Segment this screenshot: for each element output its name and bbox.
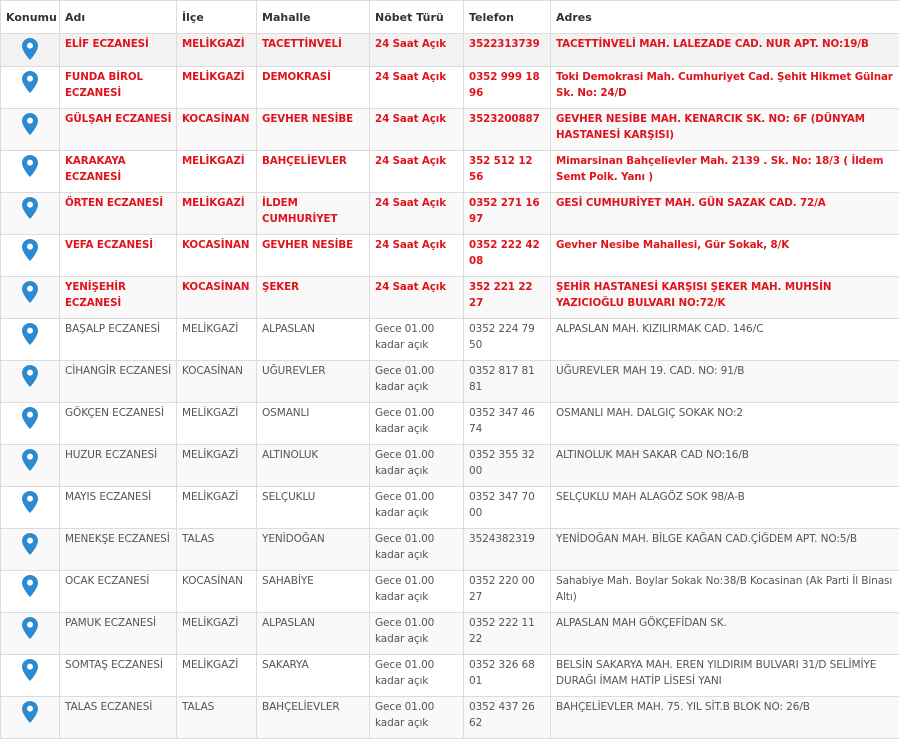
- name-cell: ELİF ECZANESİ: [60, 34, 177, 67]
- header-address: Adres: [551, 1, 899, 34]
- table-row: [1, 655, 899, 697]
- district-cell: MELİKGAZİ: [177, 151, 257, 193]
- map-pin-icon[interactable]: [21, 616, 39, 640]
- map-pin-icon[interactable]: [21, 196, 39, 220]
- location-cell: [1, 34, 60, 67]
- name-cell: BAŞALP ECZANESİ: [60, 319, 177, 361]
- address-cell: ALPASLAN MAH. KIZILIRMAK CAD. 146/C: [551, 319, 899, 361]
- district-cell: MELİKGAZİ: [177, 193, 257, 235]
- location-cell: [1, 319, 60, 361]
- duty-type-cell: Gece 01.00 kadar açık: [370, 487, 464, 529]
- address-cell: Sahabiye Mah. Boylar Sokak No:38/B Kocasinan (Ak Parti İl Binası Altı): [551, 571, 899, 613]
- phone-cell: 352 221 22 27: [464, 277, 551, 319]
- map-pin-icon[interactable]: [21, 448, 39, 472]
- duty-type-cell: Gece 01.00 kadar açık: [370, 361, 464, 403]
- duty-type-cell: Gece 01.00 kadar açık: [370, 403, 464, 445]
- district-cell: KOCASİNAN: [177, 235, 257, 277]
- duty-type-cell: Gece 01.00 kadar açık: [370, 697, 464, 739]
- address-cell: SELÇUKLU MAH ALAGÖZ SOK 98/A-B: [551, 487, 899, 529]
- table-row: [1, 193, 899, 235]
- phone-cell: 0352 222 11 22: [464, 613, 551, 655]
- header-phone: Telefon: [464, 1, 551, 34]
- location-cell: [1, 403, 60, 445]
- header-duty-type: Nöbet Türü: [370, 1, 464, 34]
- phone-cell: 0352 224 79 50: [464, 319, 551, 361]
- phone-cell: 3522313739: [464, 34, 551, 67]
- map-pin-icon[interactable]: [21, 700, 39, 724]
- name-cell: SOMTAŞ ECZANESİ: [60, 655, 177, 697]
- address-cell: BAHÇELİEVLER MAH. 75. YIL SİT.B BLOK NO: 26/B: [551, 697, 899, 739]
- table-row: [1, 571, 899, 613]
- map-pin-icon[interactable]: [21, 574, 39, 598]
- neighborhood-cell: ALPASLAN: [257, 613, 370, 655]
- address-cell: Gevher Nesibe Mahallesi, Gür Sokak, 8/K: [551, 235, 899, 277]
- name-cell: OCAK ECZANESİ: [60, 571, 177, 613]
- neighborhood-cell: GEVHER NESİBE: [257, 109, 370, 151]
- phone-cell: 0352 220 00 27: [464, 571, 551, 613]
- name-cell: ÖRTEN ECZANESİ: [60, 193, 177, 235]
- map-pin-icon[interactable]: [21, 532, 39, 556]
- location-cell: [1, 445, 60, 487]
- location-cell: [1, 613, 60, 655]
- name-cell: FUNDA BİROL ECZANESİ: [60, 67, 177, 109]
- phone-cell: 0352 347 46 74: [464, 403, 551, 445]
- location-cell: [1, 109, 60, 151]
- duty-type-cell: Gece 01.00 kadar açık: [370, 613, 464, 655]
- map-pin-icon[interactable]: [21, 37, 39, 61]
- duty-type-cell: 24 Saat Açık: [370, 193, 464, 235]
- district-cell: MELİKGAZİ: [177, 34, 257, 67]
- address-cell: GESİ CUMHURİYET MAH. GÜN SAZAK CAD. 72/A: [551, 193, 899, 235]
- location-cell: [1, 193, 60, 235]
- map-pin-icon[interactable]: [21, 70, 39, 94]
- phone-cell: 0352 817 81 81: [464, 361, 551, 403]
- duty-type-cell: 24 Saat Açık: [370, 34, 464, 67]
- district-cell: TALAS: [177, 529, 257, 571]
- neighborhood-cell: UĞUREVLER: [257, 361, 370, 403]
- map-pin-icon[interactable]: [21, 658, 39, 682]
- neighborhood-cell: TACETTİNVELİ: [257, 34, 370, 67]
- neighborhood-cell: YENİDOĞAN: [257, 529, 370, 571]
- table-row: [1, 319, 899, 361]
- neighborhood-cell: DEMOKRASİ: [257, 67, 370, 109]
- name-cell: GÜLŞAH ECZANESİ: [60, 109, 177, 151]
- duty-type-cell: Gece 01.00 kadar açık: [370, 529, 464, 571]
- address-cell: UĞUREVLER MAH 19. CAD. NO: 91/B: [551, 361, 899, 403]
- name-cell: CİHANGİR ECZANESİ: [60, 361, 177, 403]
- table-row: [1, 67, 899, 109]
- location-cell: [1, 67, 60, 109]
- location-cell: [1, 151, 60, 193]
- table-row: [1, 445, 899, 487]
- name-cell: GÖKÇEN ECZANESİ: [60, 403, 177, 445]
- district-cell: KOCASİNAN: [177, 277, 257, 319]
- name-cell: YENİŞEHİR ECZANESİ: [60, 277, 177, 319]
- location-cell: [1, 277, 60, 319]
- duty-type-cell: 24 Saat Açık: [370, 109, 464, 151]
- neighborhood-cell: BAHÇELİEVLER: [257, 697, 370, 739]
- address-cell: Mimarsinan Bahçelievler Mah. 2139 . Sk. No: 18/3 ( İldem Semt Polk. Yanı ): [551, 151, 899, 193]
- location-cell: [1, 235, 60, 277]
- neighborhood-cell: İLDEM CUMHURİYET: [257, 193, 370, 235]
- phone-cell: 0352 355 32 00: [464, 445, 551, 487]
- map-pin-icon[interactable]: [21, 280, 39, 304]
- table-row: [1, 403, 899, 445]
- district-cell: MELİKGAZİ: [177, 319, 257, 361]
- header-name: Adı: [60, 1, 177, 34]
- neighborhood-cell: SELÇUKLU: [257, 487, 370, 529]
- name-cell: MAYIS ECZANESİ: [60, 487, 177, 529]
- neighborhood-cell: SAKARYA: [257, 655, 370, 697]
- district-cell: TALAS: [177, 697, 257, 739]
- district-cell: KOCASİNAN: [177, 571, 257, 613]
- location-cell: [1, 487, 60, 529]
- name-cell: KARAKAYA ECZANESİ: [60, 151, 177, 193]
- table-row: [1, 529, 899, 571]
- name-cell: TALAS ECZANESİ: [60, 697, 177, 739]
- location-cell: [1, 571, 60, 613]
- table-row: [1, 109, 899, 151]
- neighborhood-cell: SAHABİYE: [257, 571, 370, 613]
- location-cell: [1, 655, 60, 697]
- district-cell: MELİKGAZİ: [177, 613, 257, 655]
- table-row: [1, 697, 899, 739]
- table-row: [1, 487, 899, 529]
- district-cell: MELİKGAZİ: [177, 655, 257, 697]
- map-pin-icon[interactable]: [21, 322, 39, 346]
- district-cell: MELİKGAZİ: [177, 67, 257, 109]
- neighborhood-cell: ALPASLAN: [257, 319, 370, 361]
- address-cell: ŞEHİR HASTANESİ KARŞISI ŞEKER MAH. MUHSİN YAZICIOĞLU BULVARI NO:72/K: [551, 277, 899, 319]
- address-cell: Toki Demokrasi Mah. Cumhuriyet Cad. Şehit Hikmet Gülnar Sk. No: 24/D: [551, 67, 899, 109]
- duty-type-cell: Gece 01.00 kadar açık: [370, 655, 464, 697]
- table-row: [1, 361, 899, 403]
- district-cell: MELİKGAZİ: [177, 487, 257, 529]
- map-pin-icon[interactable]: [21, 238, 39, 262]
- district-cell: KOCASİNAN: [177, 361, 257, 403]
- header-location: Konumu: [1, 1, 60, 34]
- duty-type-cell: 24 Saat Açık: [370, 151, 464, 193]
- table-row: [1, 235, 899, 277]
- phone-cell: 352 512 12 56: [464, 151, 551, 193]
- duty-type-cell: 24 Saat Açık: [370, 277, 464, 319]
- table-row: [1, 34, 899, 67]
- name-cell: VEFA ECZANESİ: [60, 235, 177, 277]
- neighborhood-cell: ALTINOLUK: [257, 445, 370, 487]
- location-cell: [1, 697, 60, 739]
- duty-type-cell: Gece 01.00 kadar açık: [370, 445, 464, 487]
- address-cell: ALTINOLUK MAH SAKAR CAD NO:16/B: [551, 445, 899, 487]
- address-cell: YENİDOĞAN MAH. BİLGE KAĞAN CAD.ÇİĞDEM APT. NO:5/B: [551, 529, 899, 571]
- district-cell: MELİKGAZİ: [177, 445, 257, 487]
- district-cell: KOCASİNAN: [177, 109, 257, 151]
- location-cell: [1, 529, 60, 571]
- address-cell: GEVHER NESİBE MAH. KENARCIK SK. NO: 6F (DÜNYAM HASTANESİ KARŞISI): [551, 109, 899, 151]
- phone-cell: 3523200887: [464, 109, 551, 151]
- neighborhood-cell: ŞEKER: [257, 277, 370, 319]
- name-cell: MENEKŞE ECZANESİ: [60, 529, 177, 571]
- map-pin-icon[interactable]: [21, 154, 39, 178]
- phone-cell: 0352 999 18 96: [464, 67, 551, 109]
- address-cell: ALPASLAN MAH GÖKÇEFİDAN SK.: [551, 613, 899, 655]
- phone-cell: 0352 347 70 00: [464, 487, 551, 529]
- name-cell: PAMUK ECZANESİ: [60, 613, 177, 655]
- header-district: İlçe: [177, 1, 257, 34]
- duty-type-cell: Gece 01.00 kadar açık: [370, 319, 464, 361]
- duty-type-cell: Gece 01.00 kadar açık: [370, 571, 464, 613]
- table-row: [1, 277, 899, 319]
- address-cell: BELSİN SAKARYA MAH. EREN YILDIRIM BULVARI 31/D SELİMİYE DURAĞI İMAM HATİP LİSESİ YANI: [551, 655, 899, 697]
- district-cell: MELİKGAZİ: [177, 403, 257, 445]
- phone-cell: 3524382319: [464, 529, 551, 571]
- map-pin-icon[interactable]: [21, 406, 39, 430]
- table-row: [1, 151, 899, 193]
- location-cell: [1, 361, 60, 403]
- phone-cell: 0352 222 42 08: [464, 235, 551, 277]
- address-cell: OSMANLI MAH. DALGIÇ SOKAK NO:2: [551, 403, 899, 445]
- neighborhood-cell: BAHÇELİEVLER: [257, 151, 370, 193]
- map-pin-icon[interactable]: [21, 490, 39, 514]
- map-pin-icon[interactable]: [21, 364, 39, 388]
- header-neighborhood: Mahalle: [257, 1, 370, 34]
- duty-type-cell: 24 Saat Açık: [370, 235, 464, 277]
- map-pin-icon[interactable]: [21, 112, 39, 136]
- phone-cell: 0352 326 68 01: [464, 655, 551, 697]
- duty-type-cell: 24 Saat Açık: [370, 67, 464, 109]
- phone-cell: 0352 271 16 97: [464, 193, 551, 235]
- neighborhood-cell: GEVHER NESİBE: [257, 235, 370, 277]
- table-header-row: [1, 1, 899, 34]
- neighborhood-cell: OSMANLI: [257, 403, 370, 445]
- address-cell: TACETTİNVELİ MAH. LALEZADE CAD. NUR APT. NO:19/B: [551, 34, 899, 67]
- name-cell: HUZUR ECZANESİ: [60, 445, 177, 487]
- phone-cell: 0352 437 26 62: [464, 697, 551, 739]
- table-row: [1, 613, 899, 655]
